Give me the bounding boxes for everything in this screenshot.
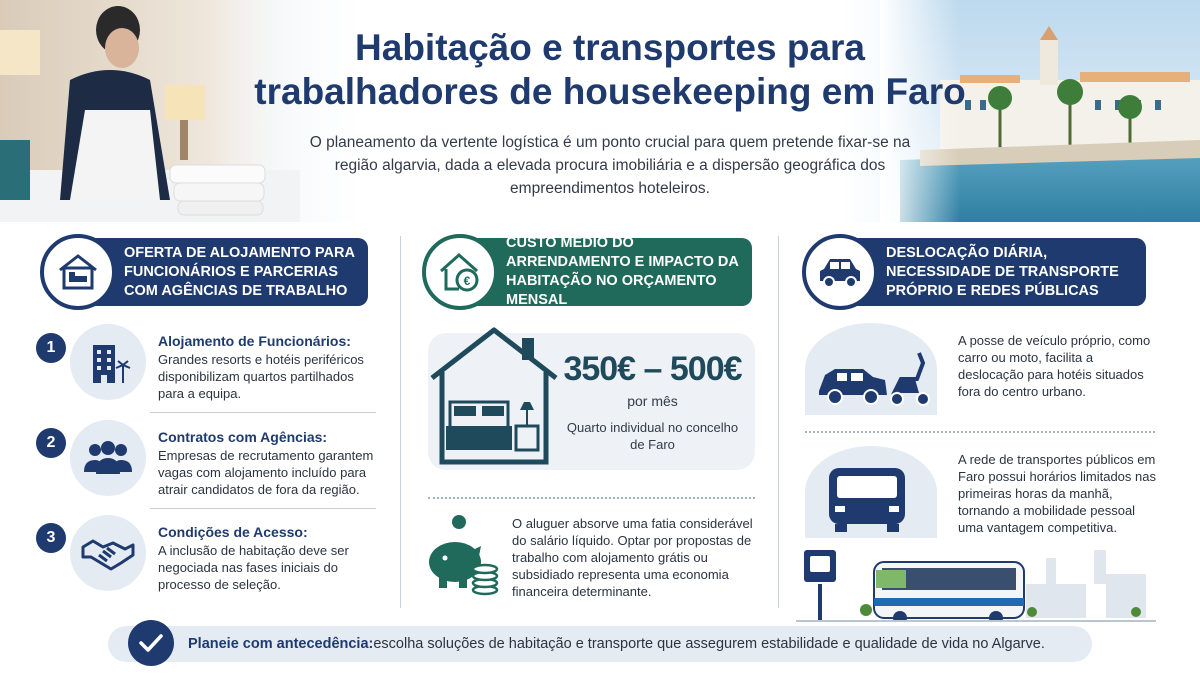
item-text: Grandes resorts e hotéis periféricos disponibilizam quartos partilhados para a equipa. [158,352,364,401]
svg-text:€: € [463,274,471,288]
step-number: 1 [36,333,66,363]
rent-period: por mês [627,393,678,409]
divider [805,431,1155,433]
divider [428,497,755,499]
handshake-icon [70,515,146,591]
bus-text: A rede de transportes públicos em Faro possui horários limitados nas primeiras horas da manhã, tornando a mobilidade pessoal uma vantagem competitiva. [958,452,1156,535]
footer-banner [108,626,1092,662]
item-text: Empresas de recrutamento garantem vagas com alojamento incluído para atrair candidatos de fora da região. [158,448,374,497]
rent-price-range: 350€ – 500€ [563,350,742,388]
section-heading-transport [804,238,1146,306]
page-title: Habitação e transportes para trabalhadores de housekeeping em Faro [254,27,966,112]
footer-bold: Planeie com antecedência: [188,636,374,652]
bus-icon [805,446,937,538]
page-subtitle: O planeamento da vertente logística é um ponto crucial para quem pretende fixar-se na região algarvia, dada a elevada procura imobiliária e a dispersão geográfica dos empreendimentos hoteleiros. [309,134,911,197]
item-text: A inclusão de habitação deve ser negociada nas fases iniciais do processo de seleção. [158,543,349,592]
room-description: Quarto individual no concelho de Faro [566,420,739,452]
people-group-icon [70,420,146,496]
car-and-scooter-icon [805,323,937,415]
house-coin-icon [422,234,498,310]
check-icon [128,620,174,666]
item-title: Alojamento de Funcionários: [158,333,351,349]
piggy-bank-icon [425,512,501,598]
section-heading-rent-cost [424,235,752,308]
bus-stop-scene [796,544,1156,622]
budget-note: O aluguer absorve uma fatia considerável do salário líquido. Optar por propostas de trabalho com alojamento grátis ou subsidiado representa uma economia financeira determinante. [512,516,753,599]
header-banner [0,0,1200,222]
item-title: Condições de Acesso: [158,524,308,540]
bedroom-house-icon [428,326,560,466]
section-heading-text: OFERTA DE ALOJAMENTO PARA FUNCIONÁRIOS E PARCERIAS COM AGÊNCIAS DE TRABALHO [124,244,355,299]
column-divider [778,236,779,608]
footer-text: escolha soluções de habitação e transporte que assegurem estabilidade e qualidade de vida no Algarve. [373,636,1045,652]
column-divider [400,236,401,608]
section-heading-accommodation [42,238,368,306]
hotel-building-icon [70,324,146,400]
section-heading-text: CUSTO MÉDIO DO ARRENDAMENTO E IMPACTO DA HABITAÇÃO NO ORÇAMENTO MENSAL [506,235,739,308]
section-heading-text: DESLOCAÇÃO DIÁRIA, NECESSIDADE DE TRANSPORTE PRÓPRIO E REDES PÚBLICAS [886,244,1119,299]
step-number: 2 [36,428,66,458]
item-title: Contratos com Agências: [158,429,328,445]
car-icon [802,234,878,310]
divider [150,508,376,509]
divider [150,412,376,413]
step-number: 3 [36,523,66,553]
car-text: A posse de veículo próprio, como carro ou moto, facilita a deslocação para hotéis situados fora do centro urbano. [958,333,1151,399]
house-bed-icon [40,234,116,310]
